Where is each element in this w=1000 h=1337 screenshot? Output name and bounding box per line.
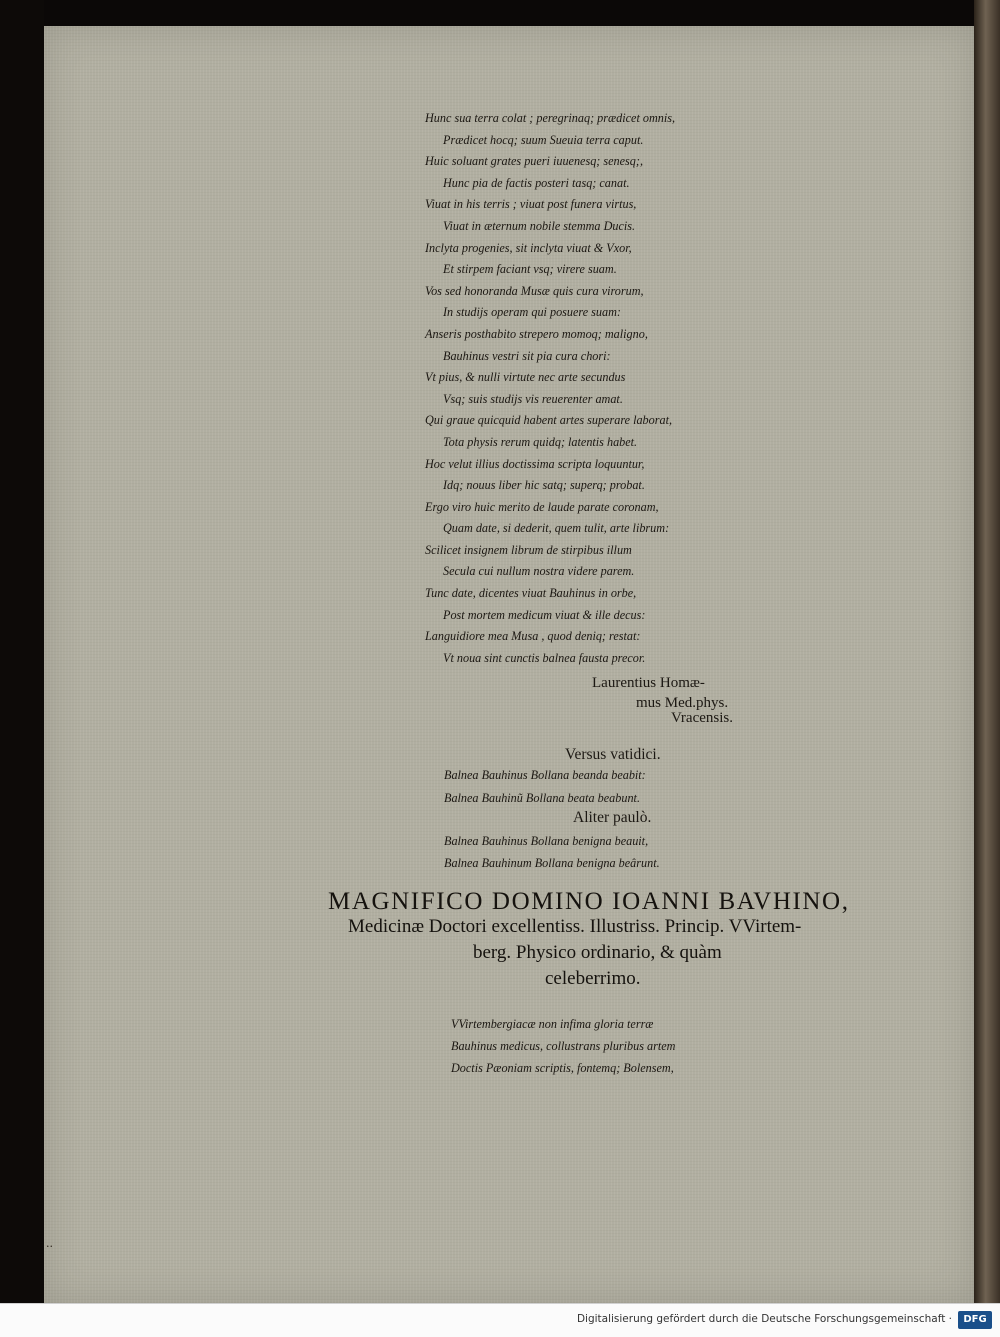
poem-line: Vt pius, & nulli virtute nec arte secundus: [425, 370, 626, 385]
signature-line-1: Laurentius Homæ-: [592, 675, 705, 691]
poem-line: Languidiore mea Musa , quod deniq; restat:: [425, 629, 641, 644]
poem-line: Vt noua sint cunctis balnea fausta precor.: [443, 650, 646, 665]
dedication-poem-line-2: Bauhinus medicus, collustrans pluribus artem: [451, 1039, 676, 1053]
aliter-line-1: Balnea Bauhinus Bollana benigna beauit,: [444, 834, 649, 848]
dedication-line-2: Medicinæ Doctori excellentiss. Illustriss. Princip. VVirtem-: [348, 916, 802, 937]
poem-line: Idq; nouus liber hic satq; superq; probat.: [443, 478, 645, 493]
poem-line: Qui graue quicquid habent artes superare laborat,: [425, 413, 673, 428]
poem-line: Bauhinus vestri sit pia cura chori:: [443, 348, 611, 363]
versus-heading: Versus vatidici.: [565, 746, 661, 763]
dedication-poem-line-3: Doctis Pæoniam scriptis, fontemq; Bolensem,: [451, 1061, 674, 1075]
poem-line: Quam date, si dederit, quem tulit, arte librum:: [443, 521, 670, 536]
poem-line: Huic soluant grates pueri iuuenesq; senesq;,: [425, 154, 643, 169]
poem-line: Viuat in his terris ; viuat post funera virtus,: [425, 197, 637, 212]
poem-line: Tunc date, dicentes viuat Bauhinus in orbe,: [425, 586, 637, 601]
signature-line-3: Vracensis.: [671, 710, 733, 726]
dedication-line-4: celeberrimo.: [545, 968, 641, 989]
book-edge: [974, 0, 1000, 1303]
dedication-line-3: berg. Physico ordinario, & quàm: [473, 942, 722, 963]
poem-line: Scilicet insignem librum de stirpibus illum: [425, 542, 632, 557]
poem-line: Tota physis rerum quidq; latentis habet.: [443, 434, 638, 449]
poem-line: Hunc sua terra colat ; peregrinaq; prædicet omnis,: [425, 111, 676, 125]
poem-line: Viuat in æternum nobile stemma Ducis.: [443, 218, 636, 233]
poem-line: Vos sed honoranda Musæ quis cura virorum,: [425, 283, 644, 298]
dfg-logo-icon: DFG: [958, 1311, 992, 1329]
versus-line-1: Balnea Bauhinus Bollana beanda beabit:: [444, 768, 646, 782]
poem-line: Vsq; suis studijs vis reuerenter amat.: [443, 391, 623, 406]
margin-mark: ..: [46, 1237, 53, 1250]
poem-line: Hoc velut illius doctissima scripta loquuntur,: [425, 456, 645, 471]
scan-top-border: [44, 0, 974, 26]
poem-line: Post mortem medicum viuat & ille decus:: [443, 607, 646, 622]
versus-line-2: Balnea Bauhinũ Bollana beata beabunt.: [444, 791, 640, 805]
aliter-line-2: Balnea Bauhinum Bollana benigna beârunt.: [444, 856, 660, 870]
aliter-heading: Aliter paulò.: [573, 809, 652, 826]
poem-line: Prædicet hocq; suum Sueuia terra caput.: [443, 132, 644, 147]
poem-line: In studijs operam qui posuere suam:: [443, 305, 621, 320]
signature-line-2: mus Med.phys.: [636, 695, 729, 711]
poem-line: Inclyta progenies, sit inclyta viuat & Vxor,: [425, 240, 632, 255]
poem-block: [425, 108, 825, 669]
poem-line: Anseris posthabito strepero momoq; maligno,: [425, 326, 648, 341]
dedication-heading: MAGNIFICO DOMINO IOANNI BAVHINO,: [328, 888, 850, 915]
dedication-poem-line-1: VVirtembergiacæ non infima gloria terræ: [451, 1017, 654, 1031]
poem-line: Hunc pia de factis posteri tasq; canat.: [443, 175, 630, 190]
footer-bar: [0, 1303, 1000, 1337]
poem-line: Et stirpem faciant vsq; virere suam.: [443, 262, 617, 277]
footer-credit: Digitalisierung gefördert durch die Deutsche Forschungsgemeinschaft ·: [576, 1313, 952, 1325]
poem-line: Secula cui nullum nostra videre parem.: [443, 564, 635, 579]
poem-line: Ergo viro huic merito de laude parate coronam,: [425, 499, 659, 514]
